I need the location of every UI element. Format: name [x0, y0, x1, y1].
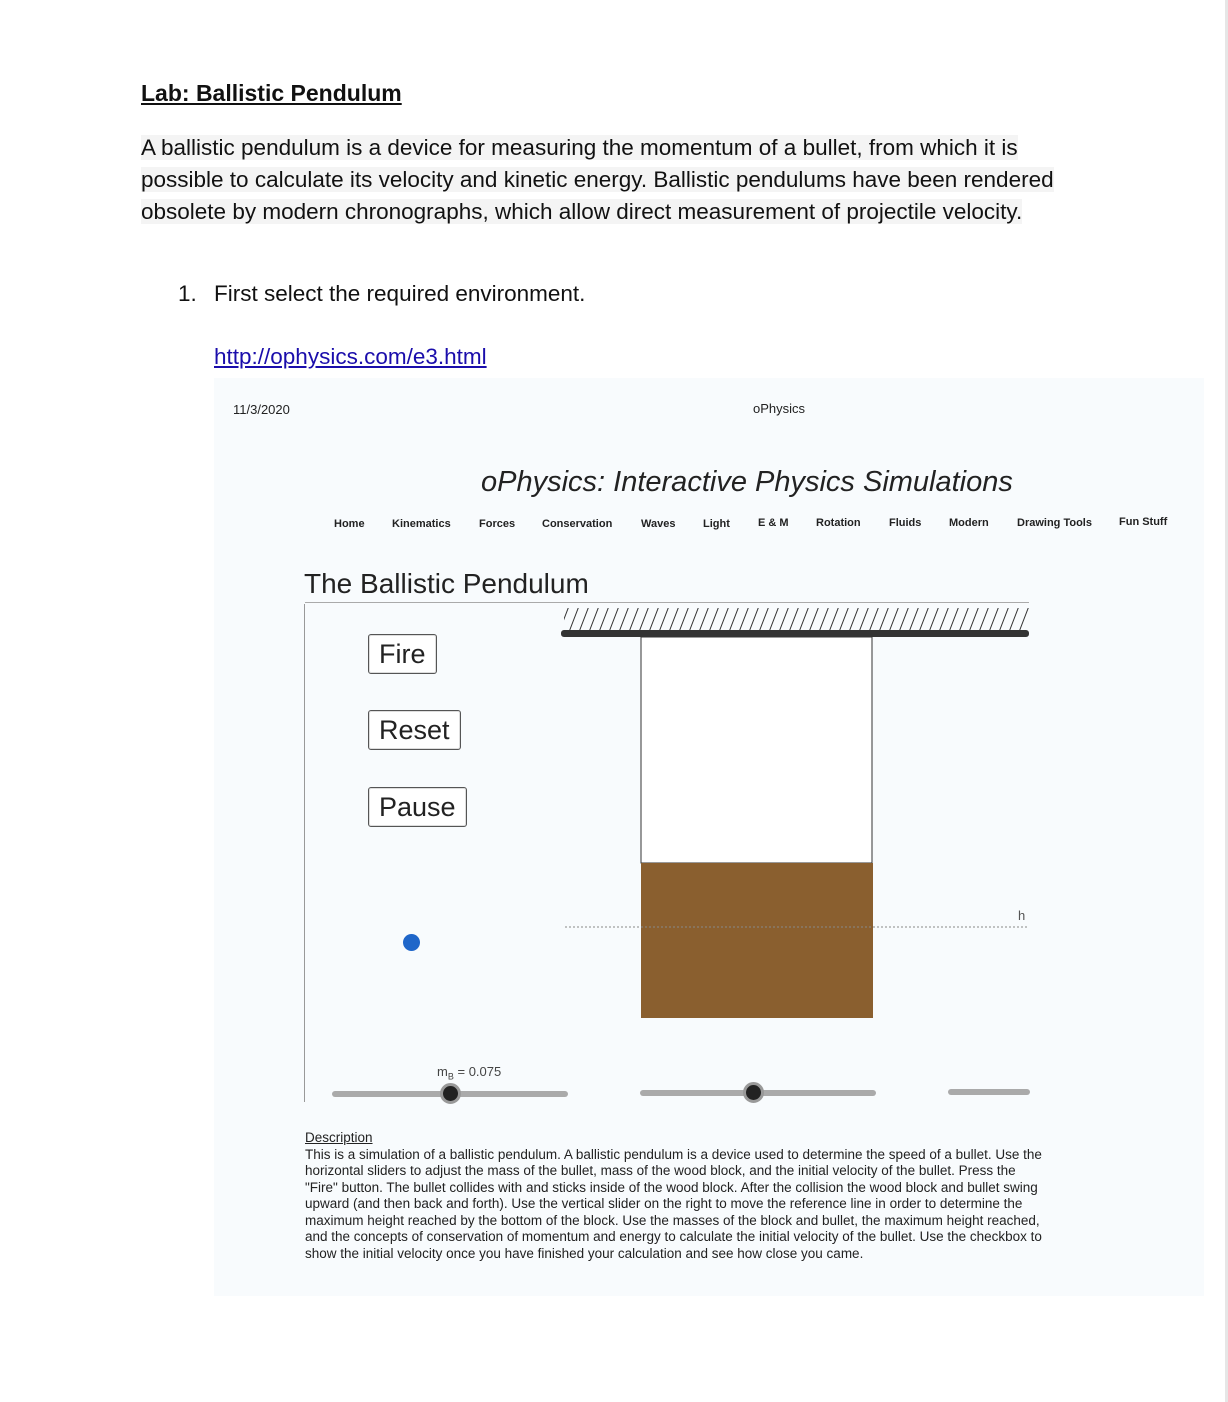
lab-title: Lab: Ballistic Pendulum [141, 80, 402, 106]
mass-symbol: m [437, 1064, 448, 1079]
pendulum-canvas [559, 606, 1031, 1021]
slider-thumb[interactable] [743, 1082, 764, 1103]
fire-button[interactable]: Fire [368, 634, 437, 674]
ceiling-bar [561, 630, 1029, 637]
mass-subscript: B [447, 1071, 454, 1082]
nav-drawing-tools[interactable]: Drawing Tools [1017, 517, 1092, 529]
nav-conservation[interactable]: Conservation [542, 518, 613, 530]
description-heading: Description [305, 1130, 373, 1145]
pendulum-strings [641, 637, 872, 863]
wood-block [641, 863, 873, 1018]
nav-modern[interactable]: Modern [949, 517, 989, 529]
print-header: oPhysics [753, 401, 806, 416]
nav-home[interactable]: Home [334, 518, 365, 530]
bullet-mass-slider[interactable] [332, 1091, 568, 1097]
nav-kinematics[interactable]: Kinematics [392, 518, 451, 530]
ophysics-link[interactable]: http://ophysics.com/e3.html [214, 344, 487, 369]
mass-value: = 0.075 [457, 1064, 502, 1079]
title-divider [305, 602, 1029, 603]
print-date: 11/3/2020 [233, 402, 290, 417]
nav-waves[interactable]: Waves [641, 518, 676, 530]
nav-fun-stuff[interactable]: Fun Stuff [1119, 516, 1168, 528]
nav-fluids[interactable]: Fluids [889, 517, 922, 529]
nav-e-and-m[interactable]: E & M [758, 517, 789, 529]
description [305, 1130, 1045, 1262]
sim-left-border [304, 604, 305, 1102]
description-text: This is a simulation of a ballistic pendulum. A ballistic pendulum is a device used to determine the speed of a bullet. Use the horizontal sliders to adjust the mass of the bullet, mass of the wood block, and the initial velocity of the bullet. Press the "Fire" button. The bullet collides with and sticks inside of the wood block. After the collision the wood block and bullet swing upward (and then back and forth). Use the vertical slider on the right to move the reference line in order to determine the maximum height reached by the bottom of the block. Use the masses of the block and bullet, the maximum height reached, and the concepts of conservation of momentum and energy to calculate the initial velocity of the bullet. Use the checkbox to show the initial velocity once you have finished your calculation and see how close you came. [305, 1146, 1042, 1261]
bullet [403, 934, 420, 951]
slider-thumb[interactable] [440, 1083, 461, 1104]
ceiling-hatch [564, 608, 1029, 632]
reset-button[interactable]: Reset [368, 710, 461, 750]
nav-rotation[interactable]: Rotation [816, 517, 861, 529]
h-label: h [1018, 908, 1026, 923]
bullet-mass-label [437, 1064, 501, 1082]
site-title: oPhysics: Interactive Physics Simulations [481, 466, 1013, 498]
embedded-screenshot [214, 378, 1204, 1296]
pause-button[interactable]: Pause [368, 787, 467, 827]
intro-paragraph [141, 132, 1081, 228]
nav-light[interactable]: Light [703, 518, 730, 530]
intro-text: A ballistic pendulum is a device for measuring the momentum of a bullet, from which it is possible to calculate its velocity and kinetic energy. Ballistic pendulums have been rendered obsolete by modern chronographs, which allow direct measurement of projectile velocity. [141, 135, 1054, 224]
step-number: 1. [178, 281, 197, 306]
velocity-slider[interactable] [948, 1089, 1030, 1095]
sim-title: The Ballistic Pendulum [304, 568, 589, 599]
step-text: First select the required environment. [214, 281, 586, 306]
nav-forces[interactable]: Forces [479, 518, 516, 530]
step-1 [178, 281, 585, 307]
block-mass-slider[interactable] [640, 1090, 876, 1096]
